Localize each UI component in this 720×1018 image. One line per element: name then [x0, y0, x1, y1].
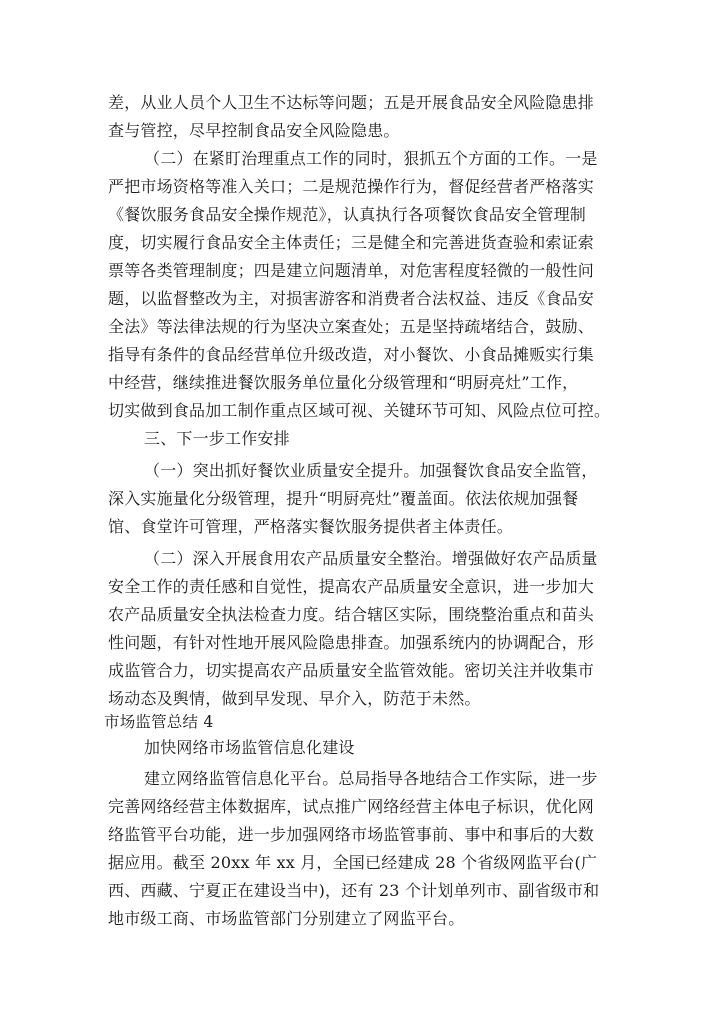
- paragraph-line: （二）在紧盯治理重点工作的同时，狠抓五个方面的工作。一是: [144, 149, 598, 168]
- section-heading: 三、下一步工作安排: [144, 429, 290, 448]
- paragraph-line: 成监管合力，切实提高农产品质量安全监管效能。密切关注并收集市: [108, 661, 595, 680]
- paragraph-line: 络监管平台功能，进一步加强网络市场监管事前、事中和事后的大数: [108, 825, 595, 844]
- paragraph-line: 建立网络监管信息化平台。总局指导各地结合工作实际，进一步: [144, 769, 598, 788]
- section-heading: 加快网络市场监管信息化建设: [144, 738, 355, 757]
- paragraph-line: 据应用。截至 20xx 年 xx 月，全国已经建成 28 个省级网监平台(广: [108, 853, 598, 872]
- paragraph-line: 指导有条件的食品经营单位升级改造，对小餐饮、小食品摊贩实行集: [108, 345, 595, 364]
- paragraph-line: （一）突出抓好餐饮业质量安全提升。加强餐饮食品安全监管，: [144, 461, 598, 480]
- paragraph-line: 题，以监督整改为主，对损害游客和消费者合法权益、违反《食品安: [108, 289, 595, 308]
- paragraph-line: 地市级工商、市场监管部门分别建立了网监平台。: [108, 909, 465, 928]
- paragraph-line: 场动态及舆情，做到早发现、早介入，防范于未然。: [108, 689, 481, 708]
- paragraph-line: 查与管控，尽早控制食品安全风险隐患。: [108, 121, 400, 140]
- paragraph-line: 中经营，继续推进餐饮服务单位量化分级管理和“明厨亮灶”工作，: [108, 373, 579, 392]
- paragraph-line: 票等各类管理制度；四是建立问题清单，对危害程度轻微的一般性问: [108, 261, 595, 280]
- paragraph-line: 安全工作的责任感和自觉性，提高农产品质量安全意识，进一步加大: [108, 577, 595, 596]
- paragraph-line: 差，从业人员个人卫生不达标等问题；五是开展食品安全风险隐患排: [108, 93, 595, 112]
- paragraph-line: 严把市场资格等准入关口；二是规范操作行为，督促经营者严格落实: [108, 177, 595, 196]
- paragraph-line: （二）深入开展食用农产品质量安全整治。增强做好农产品质量: [144, 549, 598, 568]
- paragraph-line: 切实做到食品加工制作重点区域可视、关键环节可知、风险点位可控。: [108, 401, 611, 420]
- paragraph-line: 馆、食堂许可管理，严格落实餐饮服务提供者主体责任。: [108, 517, 514, 536]
- paragraph-line: 度，切实履行食品安全主体责任；三是健全和完善进货查验和索证索: [108, 233, 595, 252]
- paragraph-line: 性问题，有针对性地开展风险隐患排查。加强系统内的协调配合，形: [108, 633, 595, 652]
- paragraph-line: 全法》等法律法规的行为坚决立案查处；五是坚持疏堵结合，鼓励、: [108, 317, 595, 336]
- document-subtitle: 市场监管总结 4: [104, 713, 214, 731]
- paragraph-line: 西、西藏、宁夏正在建设当中)，还有 23 个计划单列市、副省级市和: [108, 881, 600, 900]
- paragraph-line: 农产品质量安全执法检查力度。结合辖区实际，围绕整治重点和苗头: [108, 605, 595, 624]
- paragraph-line: 深入实施量化分级管理，提升“明厨亮灶”覆盖面。依法依规加强餐: [108, 489, 579, 508]
- paragraph-line: 《餐饮服务食品安全操作规范》，认真执行各项餐饮食品安全管理制: [108, 205, 587, 224]
- paragraph-line: 完善网络经营主体数据库，试点推广网络经营主体电子标识，优化网: [108, 797, 595, 816]
